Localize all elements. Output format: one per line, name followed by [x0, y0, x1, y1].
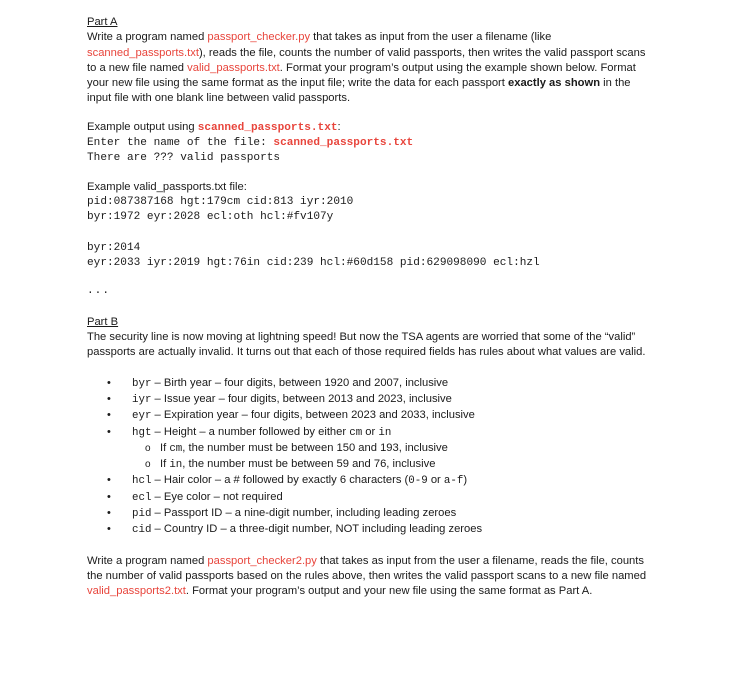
field-code: byr — [132, 377, 152, 390]
field-code: ecl — [132, 491, 152, 504]
part-b-heading: Part B — [87, 315, 119, 328]
rule-text: – Birth year – four digits, between 1920 and 2007, inclusive — [151, 376, 449, 389]
console-input: scanned_passports.txt — [273, 137, 414, 150]
rule-text: – Expiration year – four digits, between 2023 and 2033, inclusive — [151, 409, 475, 422]
console-prompt: Enter the name of the file: — [87, 137, 274, 150]
example-file-content — [87, 195, 657, 271]
rule-text: – Height – a number followed by either — [151, 425, 350, 438]
program-name-2: passport_checker2.py — [207, 554, 317, 567]
height-sublist — [87, 441, 657, 474]
range-code: 0-9 — [408, 475, 428, 488]
unit-code: in — [378, 426, 392, 439]
file-line: byr:1972 eyr:2028 ecl:oth hcl:#fv107y — [87, 211, 334, 224]
field-code: hgt — [132, 426, 152, 439]
sub-rule-text: , the number must be between 150 and 193, inclusive — [182, 441, 448, 454]
emphasis: exactly as shown — [508, 77, 601, 90]
program-name: passport_checker.py — [207, 31, 311, 44]
rules-list — [87, 376, 657, 539]
intro-text: ), reads the file, counts the number of valid passports, then writes the valid passport scans to a new file named — [87, 46, 646, 74]
sub-list-item — [87, 457, 657, 473]
file-line: pid:087387168 hgt:179cm cid:813 iyr:2010 — [87, 195, 354, 208]
rule-text: – Eye color – not required — [151, 490, 283, 503]
unit-code: cm — [349, 426, 363, 439]
console-line — [87, 136, 657, 151]
rule-text: – Issue year – four digits, between 2013 and 2023, inclusive — [151, 392, 452, 405]
intro-text: in the input file with one blank line between valid passports. — [87, 77, 631, 105]
list-item — [87, 376, 657, 392]
label-text: Example output using — [87, 120, 198, 133]
part-b-outro — [87, 554, 657, 600]
rule-text: – Hair color – a # followed by exactly 6 characters ( — [151, 474, 409, 487]
list-item — [87, 392, 657, 408]
list-item — [87, 473, 657, 489]
outro-text: that takes as input from the user a filename, reads the file, counts the number of valid passports based on the rules above, then writes the valid passport scans to a new file named — [87, 554, 647, 582]
outro-text: Write a program named — [87, 554, 208, 567]
list-item — [87, 506, 657, 522]
rule-text: or — [427, 474, 444, 487]
field-code: hcl — [132, 475, 152, 488]
file-line: byr:2014 — [87, 241, 141, 254]
list-item — [87, 425, 657, 474]
sub-rule-text: If — [160, 441, 170, 454]
range-code: a-f — [443, 475, 464, 488]
file-blank-line — [87, 226, 657, 241]
part-a-heading: Part A — [87, 16, 118, 28]
outro-text: . Format your program’s output and your new file using the same format as Part A. — [185, 585, 593, 598]
list-item — [87, 522, 657, 538]
intro-text: . Format your program’s output using the example shown below. Format your new file using the same format as the input file; write the data for each passport — [87, 61, 636, 90]
console-output — [87, 136, 657, 167]
part-a-intro — [87, 30, 657, 106]
field-code: eyr — [132, 410, 152, 423]
intro-text: Write a program named — [87, 31, 208, 44]
unit-code: in — [169, 459, 183, 472]
ellipsis: ... — [87, 285, 110, 298]
rule-text: ) — [463, 474, 468, 487]
rule-text: or — [362, 425, 379, 438]
file-line: eyr:2033 iyr:2019 hgt:76in cid:239 hcl:#60d158 pid:629098090 ecl:hzl — [87, 257, 540, 270]
unit-code: cm — [169, 442, 183, 455]
label-colon: : — [337, 120, 341, 133]
list-item — [87, 408, 657, 424]
example-output-filename: scanned_passports.txt — [197, 121, 338, 134]
field-code: iyr — [132, 393, 152, 406]
document-page — [87, 15, 657, 600]
intro-text: that takes as input from the user a filename (like — [310, 31, 552, 44]
console-line: There are ??? valid passports — [87, 152, 281, 165]
sub-rule-text: If — [160, 458, 170, 471]
output-filename-2: valid_passports2.txt — [87, 585, 186, 598]
field-code: pid — [132, 508, 152, 521]
part-b-intro: The security line is now moving at lightning speed! But now the TSA agents are worried that some of the “valid” passports are actually invalid. It turns out that each of those required fields has rules about what values are valid. — [87, 331, 646, 359]
sub-list-item — [87, 441, 657, 457]
field-code: cid — [132, 524, 152, 537]
example-output-label — [87, 120, 657, 136]
example-file-label: Example valid_passports.txt file: — [87, 180, 247, 193]
sub-rule-text: , the number must be between 59 and 76, inclusive — [182, 458, 436, 471]
rule-text: – Passport ID – a nine-digit number, including leading zeroes — [151, 507, 457, 520]
example-filename: scanned_passports.txt — [87, 46, 199, 59]
list-item — [87, 490, 657, 506]
output-filename: valid_passports.txt — [187, 61, 280, 74]
rule-text: – Country ID – a three-digit number, NOT including leading zeroes — [151, 523, 483, 536]
